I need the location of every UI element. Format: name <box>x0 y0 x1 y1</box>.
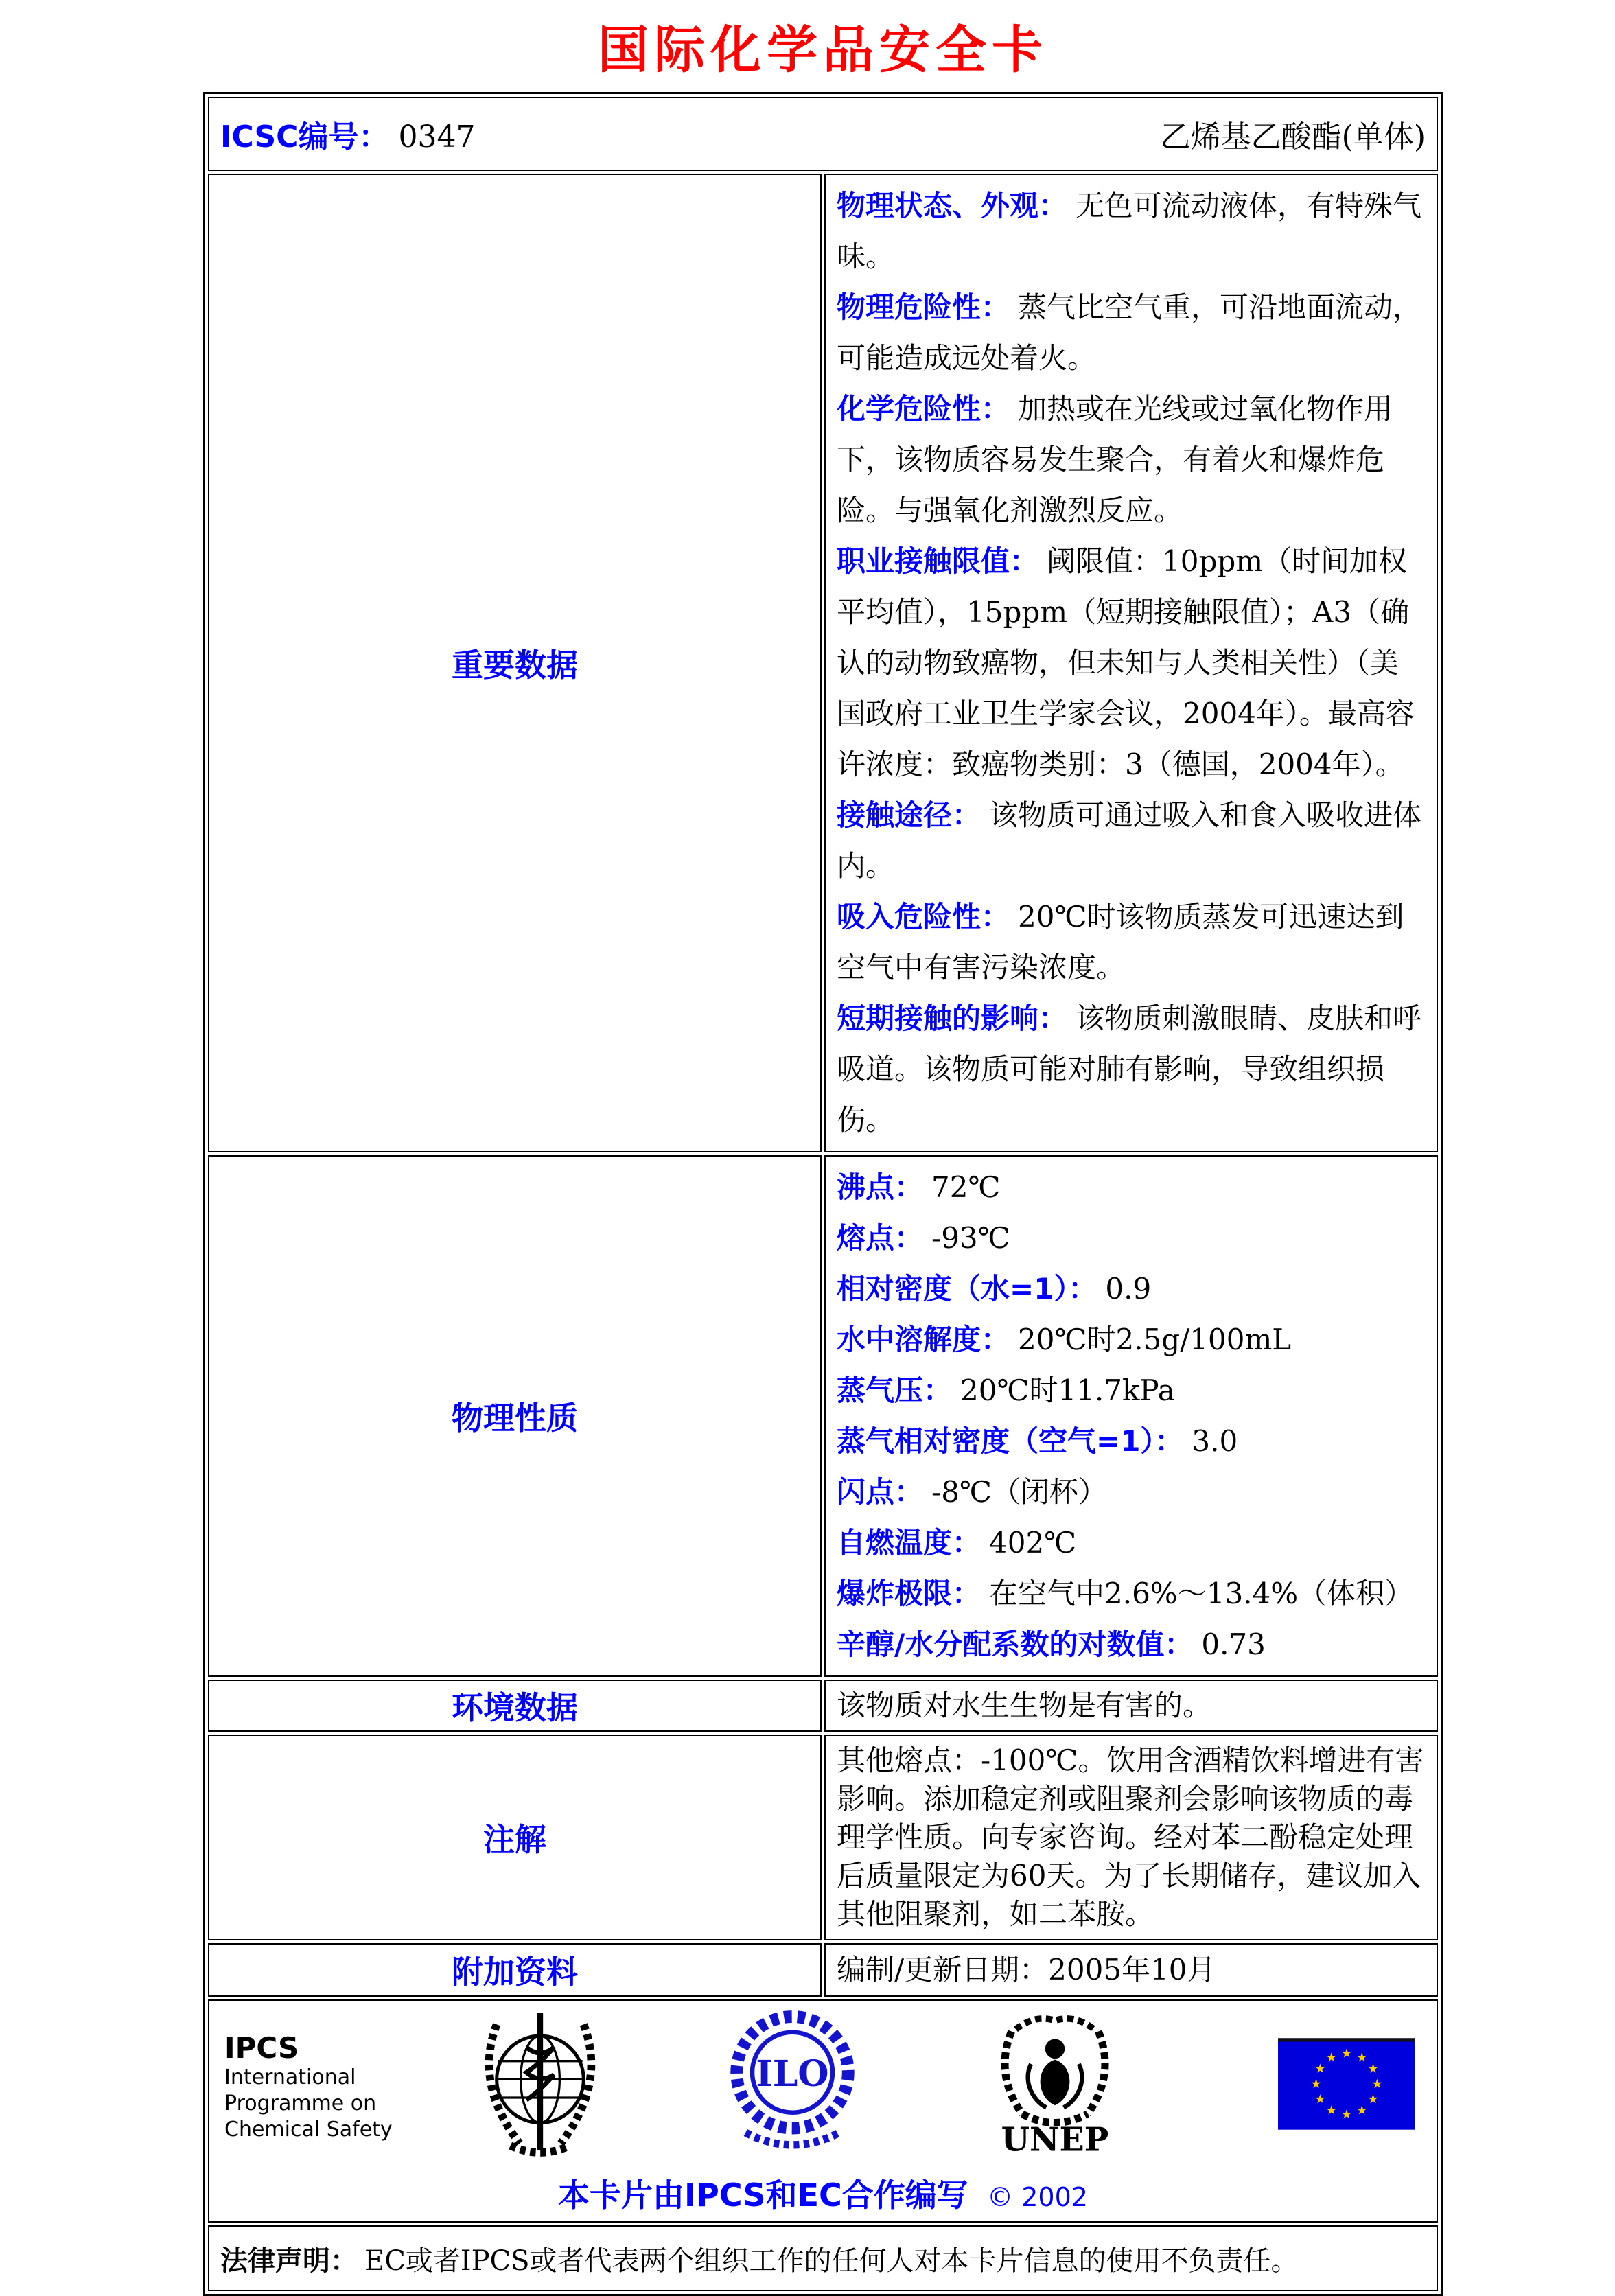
property-row <box>837 282 1426 384</box>
header-cell <box>208 97 1438 171</box>
ipcs-name-line: Programme on <box>224 2091 377 2115</box>
ipcs-name-line: International <box>224 2065 356 2089</box>
ipcs-name-line: Chemical Safety <box>224 2117 393 2142</box>
property-row <box>837 1568 1426 1619</box>
legal-label: 法律声明： <box>220 2245 358 2277</box>
footer-row <box>208 1999 1438 2223</box>
environmental-data-content <box>824 1680 1438 1732</box>
field-term: 物理状态、外观： <box>837 189 1068 222</box>
field-term: 辛醇/水分配系数的对数值： <box>837 1627 1194 1661</box>
footer-cell <box>208 1999 1438 2223</box>
icsc-number-value: 0347 <box>398 119 476 154</box>
property-row <box>837 1467 1426 1518</box>
legal-row <box>208 2225 1438 2291</box>
field-term: 蒸气压： <box>837 1373 953 1407</box>
field-value: 72℃ <box>931 1170 1001 1204</box>
property-row <box>837 1365 1426 1416</box>
important-data-label: 重要数据 <box>208 174 822 1152</box>
field-term: 接触途径： <box>837 798 981 832</box>
credit-line <box>220 2170 1426 2216</box>
ilo-logo-icon <box>725 2006 859 2168</box>
field-value: 阈限值：10ppm（时间加权平均值），15ppm（短期接触限值）；A3（确认的动物致癌物，但未知与人类相关性）（美国政府工业卫生学家会议，2004年）。最高容许浓度：致癌物类别：3（德国，2004年）。 <box>837 544 1415 781</box>
environmental-data-row <box>208 1680 1438 1732</box>
additional-info-content <box>824 1943 1438 1997</box>
property-row <box>837 1264 1426 1314</box>
property-row <box>837 384 1426 536</box>
field-value: 3.0 <box>1192 1424 1238 1458</box>
notes-text: 其他熔点：-100℃。饮用含酒精饮料增进有害影响。添加稳定剂或阻聚剂会影响该物质的毒理学性质。向专家咨询。经对苯二酚稳定处理后质量限定为60天。为了长期储存，建议加入其他阻聚剂，如二苯胺。 <box>837 1743 1424 1931</box>
icsc-card-page <box>0 21 1615 2277</box>
ipcs-text-block <box>224 2032 430 2143</box>
icsc-number-label: ICSC编号： <box>220 119 389 154</box>
field-term: 短期接触的影响： <box>837 1001 1068 1035</box>
field-term: 闪点： <box>837 1475 924 1509</box>
legal-text: EC或者IPCS或者代表两个组织工作的任何人对本卡片信息的使用不负责任。 <box>364 2245 1299 2277</box>
field-term: 吸入危险性： <box>837 900 1010 934</box>
field-value: 402℃ <box>989 1526 1077 1559</box>
field-value: 蒸气比空气重，可沿地面流动，可能造成远处着火。 <box>837 290 1422 375</box>
important-data-content <box>824 174 1438 1152</box>
field-term: 熔点： <box>837 1221 924 1255</box>
field-value: 无色可流动液体，有特殊气味。 <box>837 189 1422 273</box>
field-value: 该物质可通过吸入和食入吸收进体内。 <box>837 798 1422 883</box>
legal-cell <box>208 2225 1438 2291</box>
field-term: 水中溶解度： <box>837 1323 1010 1356</box>
property-row <box>837 181 1426 282</box>
notes-content <box>824 1735 1438 1940</box>
unep-logo-icon <box>990 2006 1120 2168</box>
unep-caption: UNEP <box>1001 2120 1109 2159</box>
field-value: 在空气中2.6%～13.4%（体积） <box>989 1577 1414 1610</box>
field-value: 20℃时2.5g/100mL <box>1018 1323 1292 1356</box>
field-term: 化学危险性： <box>837 392 1010 426</box>
physical-properties-row <box>208 1155 1438 1677</box>
important-data-row <box>208 174 1438 1152</box>
field-term: 职业接触限值： <box>837 544 1039 578</box>
ilo-letters: ILO <box>756 2052 829 2095</box>
property-row <box>837 1416 1426 1467</box>
field-term: 沸点： <box>837 1170 924 1204</box>
field-term: 物理危险性： <box>837 290 1010 324</box>
icsc-number-group <box>220 112 475 156</box>
page-title: 国际化学品安全卡 <box>598 21 1048 80</box>
copyright-text: © 2002 <box>987 2182 1088 2212</box>
field-term: 相对密度（水=1）： <box>837 1272 1097 1306</box>
field-value: -93℃ <box>931 1221 1010 1255</box>
physical-properties-content <box>824 1155 1438 1677</box>
field-term: 蒸气相对密度（空气=1）： <box>837 1424 1184 1458</box>
field-value: 0.9 <box>1105 1272 1152 1306</box>
field-value: 该物质刺激眼睛、皮肤和呼吸道。该物质可能对肺有影响，导致组织损伤。 <box>837 1001 1422 1137</box>
logo-row <box>220 2006 1426 2168</box>
notes-label: 注解 <box>208 1735 822 1940</box>
property-row <box>837 536 1426 790</box>
field-value: 20℃时11.7kPa <box>960 1373 1175 1407</box>
field-term: 爆炸极限： <box>837 1577 981 1610</box>
environmental-data-text: 该物质对水生生物是有害的。 <box>837 1689 1212 1722</box>
field-value: -8℃（闭杯） <box>931 1475 1107 1509</box>
chemical-name: 乙烯基乙酸酯(单体) <box>1160 119 1426 154</box>
ipcs-acronym: IPCS <box>224 2030 299 2065</box>
header-content <box>220 104 1426 164</box>
additional-info-row <box>208 1943 1438 1997</box>
field-value: 加热或在光线或过氧化物作用下，该物质容易发生聚合，有着火和爆炸危险。与强氧化剂激烈反应。 <box>837 392 1393 527</box>
property-row <box>837 790 1426 892</box>
property-row <box>837 892 1426 993</box>
icsc-card-table <box>203 92 1443 2296</box>
physical-properties-label: 物理性质 <box>208 1155 822 1677</box>
additional-info-label: 附加资料 <box>208 1943 822 1997</box>
additional-info-text: 编制/更新日期：2005年10月 <box>837 1953 1216 1986</box>
field-value: 0.73 <box>1201 1627 1266 1661</box>
property-row <box>837 1213 1426 1264</box>
notes-row <box>208 1735 1438 1940</box>
field-term: 自燃温度： <box>837 1526 981 1559</box>
environmental-data-label: 环境数据 <box>208 1680 822 1732</box>
credit-text: 本卡片由IPCS和EC合作编写 <box>558 2177 968 2214</box>
property-row <box>837 1619 1426 1670</box>
property-row <box>837 993 1426 1146</box>
property-row <box>837 1518 1426 1568</box>
eu-flag-icon <box>1278 2037 1415 2138</box>
field-value: 20℃时该物质蒸发可迅速达到空气中有害污染浓度。 <box>837 900 1404 984</box>
header-row <box>208 97 1438 171</box>
who-logo-icon <box>472 2008 609 2166</box>
property-row <box>837 1162 1426 1213</box>
property-row <box>837 1314 1426 1365</box>
